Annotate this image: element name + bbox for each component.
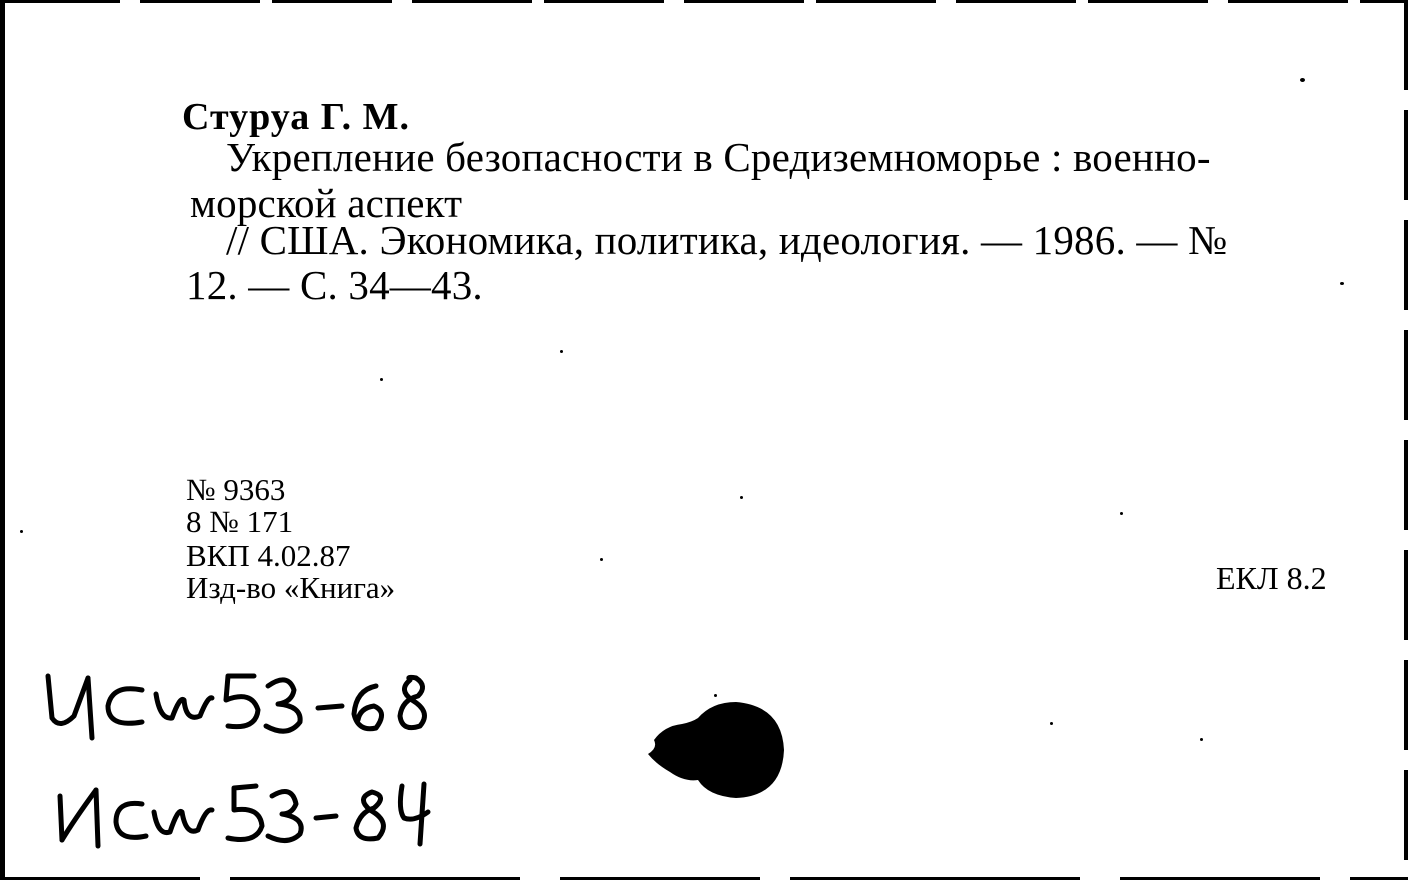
speck: [1050, 722, 1053, 725]
speck: [1300, 78, 1305, 82]
record-number: № 9363: [186, 472, 286, 507]
ink-blot: [648, 700, 788, 804]
article-title-line-1: Укрепление безопасности в Средиземноморье : военно-: [226, 134, 1211, 180]
speck: [714, 694, 717, 697]
speck: [1200, 738, 1203, 741]
classification-code: ЕКЛ 8.2: [1216, 560, 1327, 596]
speck: [380, 378, 383, 381]
speck: [20, 530, 23, 533]
author-name: Стуруа Г. М.: [182, 96, 410, 138]
handwritten-code-2: [60, 784, 428, 846]
speck: [600, 558, 603, 561]
speck: [1120, 512, 1123, 515]
article-title-line-2: морской аспект: [190, 180, 463, 226]
source-line-1: // США. Экономика, политика, идеология. — 1986. — №: [226, 217, 1228, 263]
handwritten-code-1: [48, 676, 425, 738]
speck: [1340, 282, 1344, 285]
issue-number: 8 № 171: [186, 504, 294, 539]
registry-entry: ВКП 4.02.87: [186, 538, 351, 573]
speck: [560, 350, 563, 353]
source-line-2: 12. — С. 34—43.: [186, 262, 483, 308]
speck: [740, 496, 743, 499]
publisher: Изд-во «Книга»: [186, 570, 396, 605]
